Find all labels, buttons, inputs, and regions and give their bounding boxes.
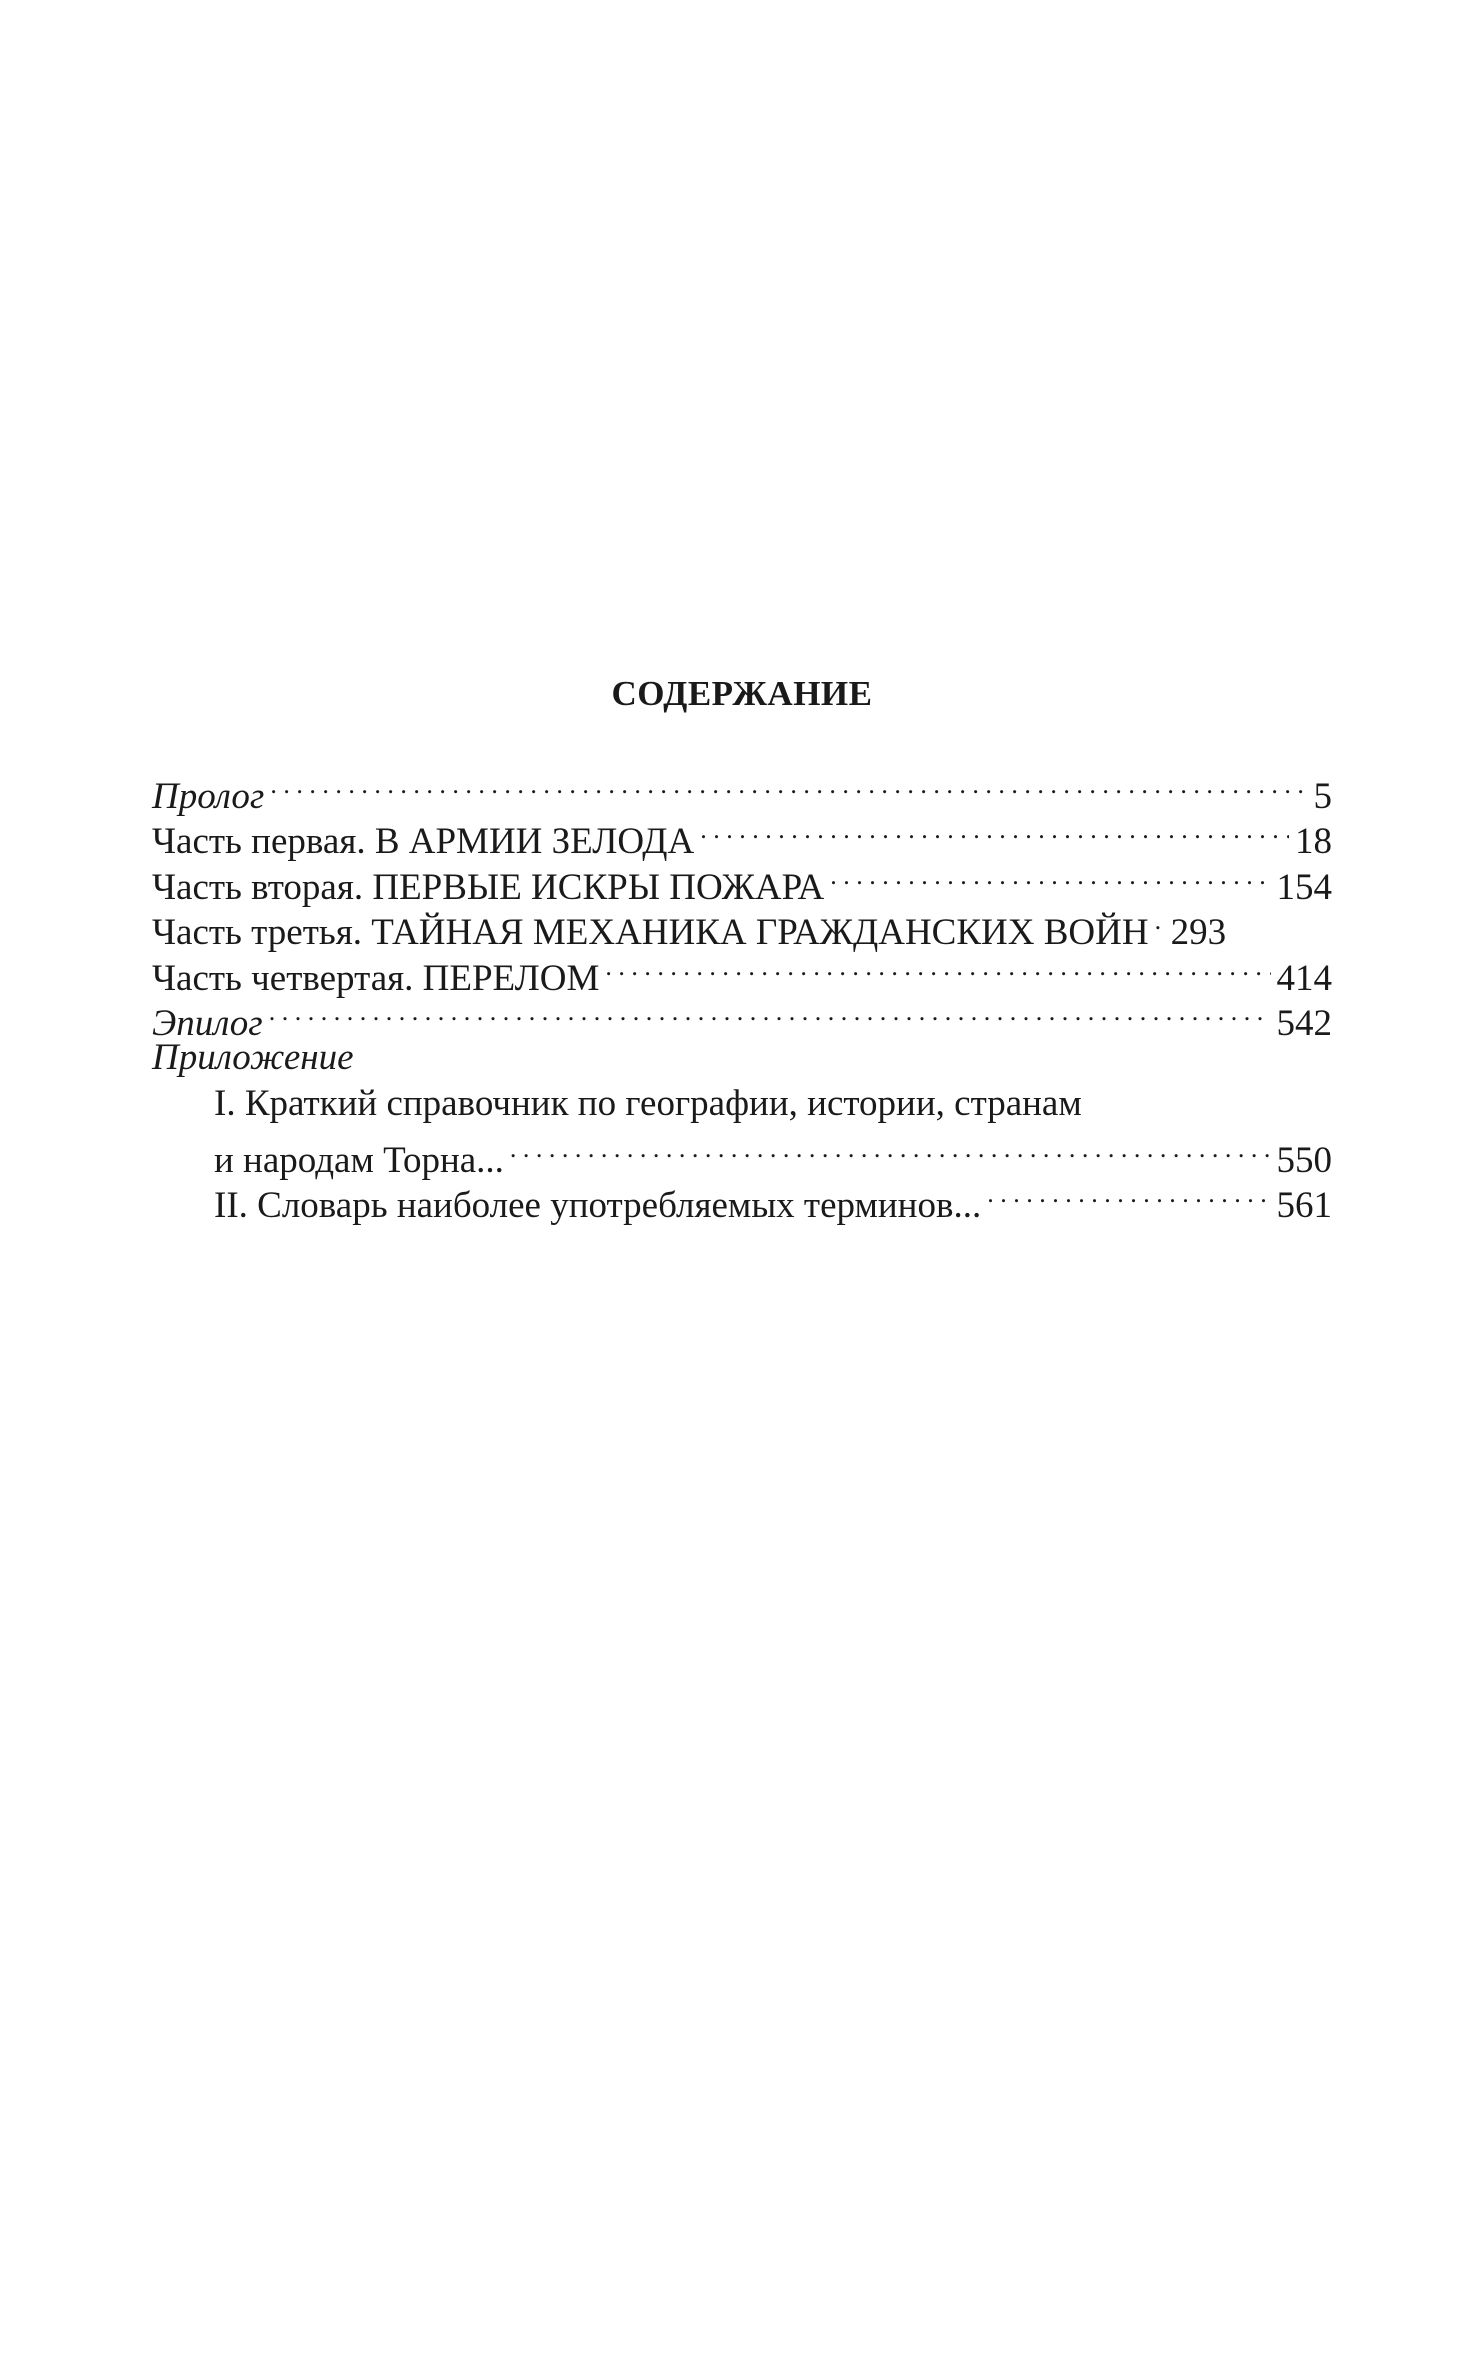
toc-entry-page: 293	[1170, 912, 1227, 953]
toc-entry-label: Часть вторая. ПЕРВЫЕ ИСКРЫ ПОЖАРА	[152, 866, 825, 908]
toc-entry-part-1[interactable]	[152, 808, 1332, 862]
toc-entry-page: 18	[1295, 821, 1332, 862]
toc-entry-label: Приложение	[152, 1037, 354, 1078]
toc-entry-epilogue[interactable]	[152, 990, 1332, 1044]
dot-leader	[270, 762, 1306, 808]
dot-leader	[700, 808, 1289, 854]
toc-entry-label: Эпилог	[152, 1003, 263, 1044]
toc-title: СОДЕРЖАНИЕ	[611, 674, 873, 713]
toc-entry-page: 561	[1276, 1185, 1332, 1226]
toc-entry-label: Часть третья. ТАЙНАЯ МЕХАНИКА ГРАЖДАНСКИХ ВОЙН	[152, 912, 1149, 953]
table-of-contents	[152, 670, 1332, 1226]
dot-leader	[605, 944, 1270, 990]
toc-entry-page: 154	[1276, 866, 1332, 908]
toc-entry-page: 414	[1276, 957, 1332, 999]
toc-entry-label: II. Словарь наиболее употребляемых терминов...	[214, 1185, 982, 1226]
toc-entry-label: и народам Торна...	[214, 1139, 504, 1181]
toc-entry-appendix-1-line-1[interactable]	[152, 1081, 1332, 1127]
toc-entry-label: Часть четвертая. ПЕРЕЛОМ	[152, 957, 600, 999]
dot-leader	[510, 1126, 1271, 1172]
toc-entry-label: Пролог	[152, 775, 265, 817]
dot-leader	[1155, 899, 1165, 945]
toc-entry-label: Часть первая. В АРМИИ ЗЕЛОДА	[152, 821, 695, 862]
toc-entry-page: 542	[1276, 1003, 1332, 1044]
dot-leader	[830, 853, 1270, 899]
toc-entry-label: I. Краткий справочник по географии, истории, странам	[214, 1082, 1082, 1124]
toc-entry-page: 550	[1276, 1139, 1332, 1181]
toc-entry-prologue[interactable]	[152, 762, 1332, 817]
dot-leader	[987, 1172, 1270, 1218]
toc-entry-appendix[interactable]	[152, 1035, 1332, 1081]
toc-entry-appendix-1-line-2[interactable]	[152, 1126, 1332, 1181]
dot-leader	[269, 990, 1271, 1036]
toc-entry-page: 5	[1313, 775, 1332, 817]
